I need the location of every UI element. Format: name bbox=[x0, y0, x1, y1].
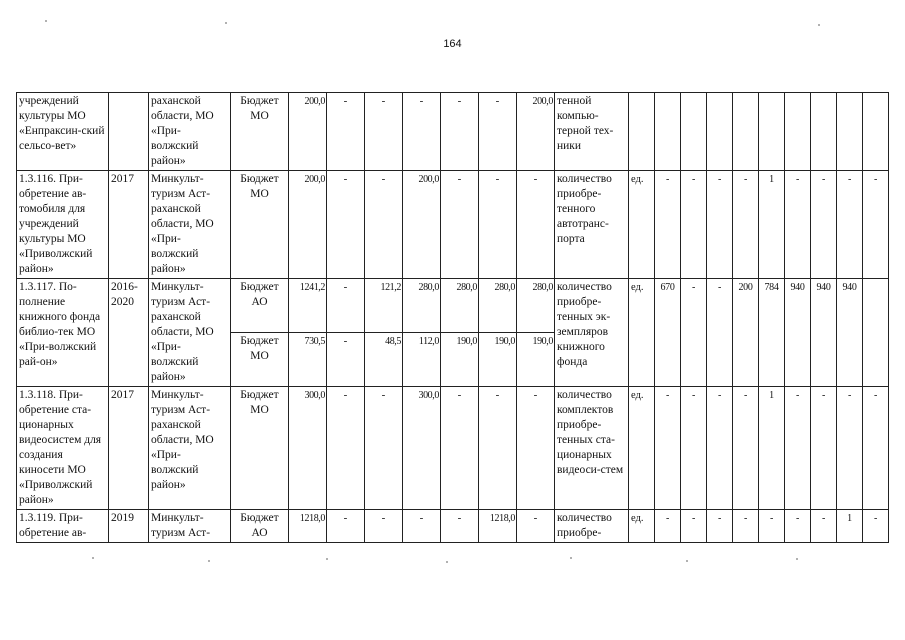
year-amount-cell: 48,5 bbox=[365, 333, 403, 387]
executor-cell: Минкульт-туризм Аст- bbox=[149, 510, 231, 543]
indicator-cell: количество приобре-тенных эк-земпляров книжного фонда bbox=[555, 279, 629, 387]
scan-speck bbox=[796, 558, 798, 560]
activity-name-cell: 1.3.117. По-полнение книжного фонда библио-тек МО «При-волжский рай-он» bbox=[17, 279, 109, 387]
indicator-value-cell bbox=[811, 93, 837, 171]
period-cell: 2016-2020 bbox=[109, 279, 149, 387]
indicator-value-cell: - bbox=[707, 387, 733, 510]
year-amount-cell: 190,0 bbox=[441, 333, 479, 387]
executor-cell: Минкульт-туризм Аст-раханской области, МО «При-волжский район» bbox=[149, 279, 231, 387]
indicator-value-cell: - bbox=[681, 279, 707, 387]
executor-cell: раханской области, МО «При-волжский район» bbox=[149, 93, 231, 171]
funding-source-cell: Бюджет АО bbox=[231, 510, 289, 543]
indicator-value-cell: - bbox=[785, 387, 811, 510]
indicator-value-cell: - bbox=[681, 510, 707, 543]
year-amount-cell: - bbox=[403, 510, 441, 543]
indicator-value-cell: - bbox=[707, 171, 733, 279]
year-amount-cell: - bbox=[517, 171, 555, 279]
indicator-value-cell bbox=[785, 93, 811, 171]
indicator-value-cell: - bbox=[733, 171, 759, 279]
table-row bbox=[17, 387, 889, 510]
year-amount-cell: 112,0 bbox=[403, 333, 441, 387]
scan-speck bbox=[225, 22, 227, 24]
indicator-value-cell: - bbox=[785, 171, 811, 279]
indicator-value-cell bbox=[707, 93, 733, 171]
funding-source-cell: Бюджет МО bbox=[231, 93, 289, 171]
indicator-value-cell: - bbox=[759, 510, 785, 543]
year-amount-cell: - bbox=[479, 93, 517, 171]
scan-speck bbox=[686, 560, 688, 562]
indicator-value-cell: 200 bbox=[733, 279, 759, 387]
year-amount-cell: - bbox=[479, 387, 517, 510]
indicator-cell: тенной компью-терной тех-ники bbox=[555, 93, 629, 171]
year-amount-cell: - bbox=[441, 171, 479, 279]
indicator-value-cell: 1 bbox=[759, 387, 785, 510]
table-row bbox=[17, 279, 889, 333]
unit-cell: ед. bbox=[629, 510, 655, 543]
indicator-value-cell: - bbox=[655, 510, 681, 543]
indicator-value-cell: 670 bbox=[655, 279, 681, 387]
indicator-value-cell: - bbox=[863, 171, 889, 279]
year-amount-cell: - bbox=[517, 387, 555, 510]
period-cell: 2017 bbox=[109, 387, 149, 510]
year-amount-cell: - bbox=[327, 279, 365, 333]
unit-cell: ед. bbox=[629, 387, 655, 510]
indicator-value-cell: - bbox=[707, 510, 733, 543]
indicator-value-cell: - bbox=[837, 387, 863, 510]
scan-speck bbox=[446, 561, 448, 563]
indicator-cell: количество приобре-тенного автотранс-порта bbox=[555, 171, 629, 279]
year-amount-cell: - bbox=[517, 510, 555, 543]
indicator-cell: количество комплектов приобре-тенных ста-ционарных видеоси-стем bbox=[555, 387, 629, 510]
scan-speck bbox=[92, 557, 94, 559]
indicator-value-cell: - bbox=[681, 387, 707, 510]
unit-cell bbox=[629, 93, 655, 171]
total-cell: 200,0 bbox=[289, 93, 327, 171]
year-amount-cell: 280,0 bbox=[403, 279, 441, 333]
period-cell: 2019 bbox=[109, 510, 149, 543]
year-amount-cell: 280,0 bbox=[479, 279, 517, 333]
funding-source-cell: Бюджет МО bbox=[231, 387, 289, 510]
indicator-value-cell bbox=[837, 93, 863, 171]
executor-cell: Минкульт-туризм Аст-раханской области, МО «При-волжский район» bbox=[149, 387, 231, 510]
year-amount-cell: - bbox=[365, 171, 403, 279]
total-cell: 730,5 bbox=[289, 333, 327, 387]
funding-source-cell: Бюджет МО bbox=[231, 171, 289, 279]
scan-speck bbox=[45, 20, 47, 22]
year-amount-cell: 190,0 bbox=[479, 333, 517, 387]
funding-source-cell: Бюджет МО bbox=[231, 333, 289, 387]
year-amount-cell: - bbox=[441, 93, 479, 171]
indicator-value-cell bbox=[733, 93, 759, 171]
year-amount-cell: - bbox=[327, 333, 365, 387]
scan-speck bbox=[326, 558, 328, 560]
year-amount-cell: - bbox=[327, 510, 365, 543]
year-amount-cell: - bbox=[365, 387, 403, 510]
indicator-cell: количество приобре- bbox=[555, 510, 629, 543]
indicator-value-cell: - bbox=[863, 387, 889, 510]
indicator-value-cell: 1 bbox=[837, 510, 863, 543]
indicator-value-cell bbox=[863, 93, 889, 171]
table-body bbox=[17, 93, 889, 543]
indicator-value-cell bbox=[655, 93, 681, 171]
program-activities-table bbox=[16, 92, 889, 543]
table-row bbox=[17, 510, 889, 543]
indicator-value-cell: - bbox=[655, 171, 681, 279]
indicator-value-cell bbox=[681, 93, 707, 171]
total-cell: 300,0 bbox=[289, 387, 327, 510]
indicator-value-cell: - bbox=[811, 510, 837, 543]
period-cell: 2017 bbox=[109, 171, 149, 279]
activity-name-cell: 1.3.119. При-обретение ав- bbox=[17, 510, 109, 543]
year-amount-cell: - bbox=[403, 93, 441, 171]
indicator-value-cell: - bbox=[733, 387, 759, 510]
year-amount-cell: 190,0 bbox=[517, 333, 555, 387]
year-amount-cell: - bbox=[365, 510, 403, 543]
total-cell: 200,0 bbox=[289, 171, 327, 279]
executor-cell: Минкульт-туризм Аст-раханской области, МО «При-волжский район» bbox=[149, 171, 231, 279]
year-amount-cell: - bbox=[365, 93, 403, 171]
activity-name-cell: 1.3.118. При-обретение ста-ционарных видеосистем для создания киносети МО «Приволжский район» bbox=[17, 387, 109, 510]
year-amount-cell: 200,0 bbox=[517, 93, 555, 171]
unit-cell: ед. bbox=[629, 171, 655, 279]
scan-speck bbox=[570, 557, 572, 559]
indicator-value-cell: 1 bbox=[759, 171, 785, 279]
indicator-value-cell: - bbox=[707, 279, 733, 387]
activity-name-cell: 1.3.116. При-обретение ав-томобиля для учреждений культуры МО «Приволжский район» bbox=[17, 171, 109, 279]
scan-speck bbox=[208, 560, 210, 562]
year-amount-cell: - bbox=[479, 171, 517, 279]
indicator-value-cell: 940 bbox=[811, 279, 837, 387]
indicator-value-cell: 940 bbox=[785, 279, 811, 387]
indicator-value-cell: - bbox=[733, 510, 759, 543]
indicator-value-cell: - bbox=[837, 171, 863, 279]
indicator-value-cell: - bbox=[811, 387, 837, 510]
year-amount-cell: - bbox=[327, 171, 365, 279]
period-cell bbox=[109, 93, 149, 171]
activity-name-cell: учреждений культуры МО «Енпраксин-ский сельсо-вет» bbox=[17, 93, 109, 171]
indicator-value-cell: 784 bbox=[759, 279, 785, 387]
total-cell: 1218,0 bbox=[289, 510, 327, 543]
indicator-value-cell bbox=[759, 93, 785, 171]
year-amount-cell: - bbox=[327, 93, 365, 171]
year-amount-cell: 280,0 bbox=[517, 279, 555, 333]
total-cell: 1241,2 bbox=[289, 279, 327, 333]
year-amount-cell: 1218,0 bbox=[479, 510, 517, 543]
year-amount-cell: - bbox=[441, 387, 479, 510]
indicator-value-cell: - bbox=[811, 171, 837, 279]
year-amount-cell: 121,2 bbox=[365, 279, 403, 333]
year-amount-cell: - bbox=[441, 510, 479, 543]
funding-source-cell: Бюджет АО bbox=[231, 279, 289, 333]
year-amount-cell: 280,0 bbox=[441, 279, 479, 333]
indicator-value-cell: - bbox=[681, 171, 707, 279]
indicator-value-cell: 940 bbox=[837, 279, 863, 387]
scan-speck bbox=[818, 24, 820, 26]
indicator-value-cell bbox=[863, 279, 889, 387]
indicator-value-cell: - bbox=[785, 510, 811, 543]
year-amount-cell: 200,0 bbox=[403, 171, 441, 279]
unit-cell: ед. bbox=[629, 279, 655, 387]
year-amount-cell: 300,0 bbox=[403, 387, 441, 510]
page-number: 164 bbox=[443, 38, 462, 50]
year-amount-cell: - bbox=[327, 387, 365, 510]
table-row bbox=[17, 171, 889, 279]
indicator-value-cell: - bbox=[655, 387, 681, 510]
indicator-value-cell: - bbox=[863, 510, 889, 543]
table-row bbox=[17, 93, 889, 171]
